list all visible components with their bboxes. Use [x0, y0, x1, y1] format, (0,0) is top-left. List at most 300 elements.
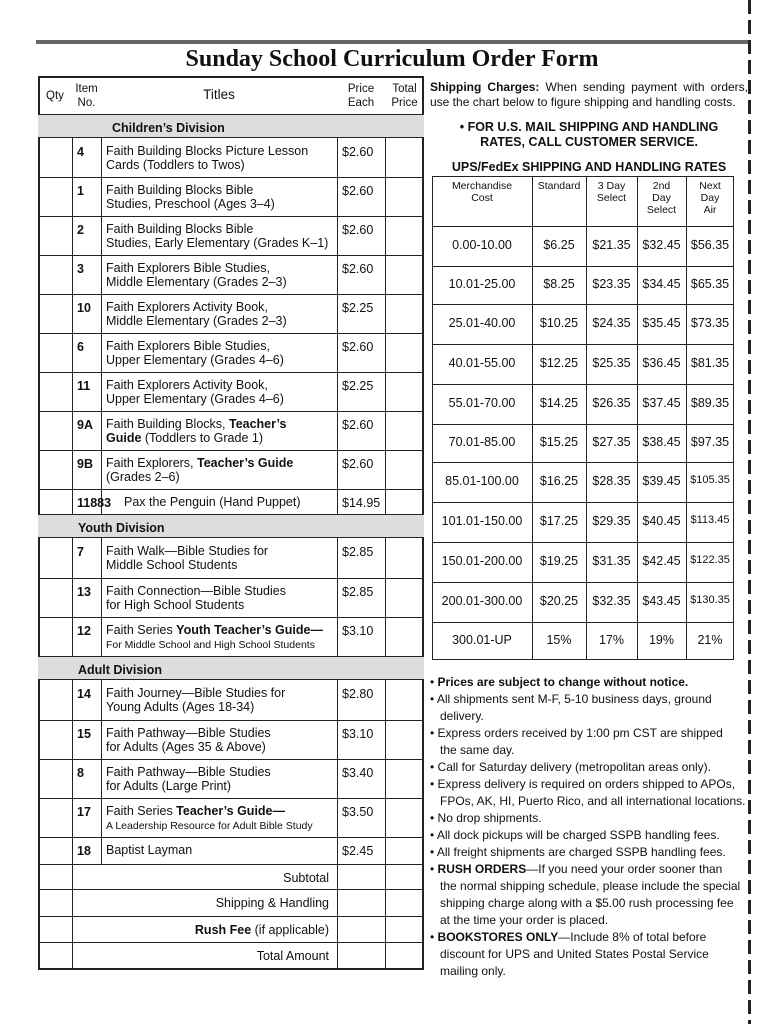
- shipping-note: [430, 844, 748, 861]
- title-text: Faith Pathway—Bible Studies: [106, 726, 271, 740]
- title-text: Faith Building Blocks,: [106, 417, 229, 431]
- note-text: Express delivery is required on orders shipped to APOs,: [437, 777, 736, 791]
- note-line: • Prices are subject to change without notice.: [430, 675, 689, 689]
- total-price-cell[interactable]: [385, 720, 424, 759]
- rate-cell: $23.35: [592, 277, 631, 291]
- total-price-cell[interactable]: [385, 889, 424, 916]
- title-line: [106, 470, 334, 484]
- rate-cell: $10.25: [539, 316, 579, 330]
- rates-row-rule: [432, 304, 734, 305]
- rate-cell: $20.25: [539, 594, 579, 608]
- total-price-cell[interactable]: [385, 798, 424, 837]
- note-text: No drop shipments.: [437, 811, 542, 825]
- title-line: [106, 637, 334, 652]
- total-price-cell[interactable]: [385, 680, 424, 720]
- price-each: $2.25: [342, 379, 374, 393]
- rates-row-rule: [432, 542, 734, 543]
- total-price-cell[interactable]: [385, 255, 424, 294]
- total-price-cell[interactable]: [385, 372, 424, 411]
- column-rule: [72, 889, 73, 916]
- rate-cell: $89.35: [690, 396, 730, 410]
- item-number: 3: [77, 262, 84, 276]
- section-childrens-division: Children’s Division: [38, 114, 424, 138]
- total-price-cell[interactable]: [385, 617, 424, 656]
- rate-cell: $73.35: [690, 316, 730, 330]
- rate-cell: $65.35: [690, 277, 730, 291]
- note-line: [430, 742, 748, 759]
- note-text: mailing only.: [440, 964, 506, 978]
- title-line: [106, 222, 334, 236]
- column-rule: [337, 372, 338, 411]
- qty-cell[interactable]: [38, 138, 72, 177]
- note-text: Call for Saturday delivery (metropolitan areas only).: [437, 760, 711, 774]
- qty-cell[interactable]: [38, 411, 72, 450]
- total-price-cell[interactable]: [385, 138, 424, 177]
- note-line: • Call for Saturday delivery (metropolitan areas only).: [430, 760, 711, 774]
- header-qty: Qty: [46, 90, 64, 102]
- item-title: [106, 300, 334, 328]
- title-line: [106, 144, 334, 158]
- item-number: 14: [77, 687, 91, 701]
- cut-line: [748, 0, 751, 1024]
- item-number: 7: [77, 545, 84, 559]
- column-rule: [337, 411, 338, 450]
- qty-cell[interactable]: [38, 916, 72, 942]
- column-rule: [337, 720, 338, 759]
- rate-cell: $14.25: [539, 396, 579, 410]
- title-text: for Adults (Large Print): [106, 779, 232, 793]
- title-text: A Leadership Resource for Adult Bible Study: [106, 820, 313, 832]
- title-line: [124, 495, 352, 509]
- rate-cell: $43.45: [642, 594, 681, 608]
- rate-cell: $36.45: [642, 356, 681, 370]
- note-bold: RUSH ORDERS: [437, 862, 527, 876]
- column-rule: [337, 138, 338, 177]
- rate-cell: $15.25: [539, 435, 579, 449]
- title-text: Baptist Layman: [106, 843, 193, 857]
- title-text: Faith Explorers Bible Studies,: [106, 339, 270, 353]
- price-each: $2.45: [342, 844, 374, 858]
- note-bold: Prices are subject to change without notice.: [437, 675, 689, 689]
- qty-cell[interactable]: [38, 617, 72, 656]
- rate-cell: 15%: [546, 633, 572, 647]
- title-text: Upper Elementary (Grades 4–6): [106, 392, 284, 406]
- rate-cell: $19.25: [539, 554, 579, 568]
- title-line: [106, 353, 334, 367]
- rush-fee-label: Rush Fee: [194, 923, 252, 937]
- rates-row-rule: [432, 266, 734, 267]
- note-text: All freight shipments are charged SSPB handling fees.: [436, 845, 726, 859]
- rate-cell: 300.01-UP: [452, 633, 512, 647]
- title-line: [106, 843, 334, 857]
- qty-cell[interactable]: [38, 177, 72, 216]
- totals-label-shipping: Shipping & Handling: [215, 896, 329, 910]
- totals-label-subtotal: Subtotal: [283, 871, 329, 885]
- price-each: $2.60: [342, 184, 374, 198]
- total-price-cell[interactable]: [385, 177, 424, 216]
- rush-fee-note: (if applicable): [251, 923, 329, 937]
- title-text: Faith Building Blocks Bible: [106, 222, 254, 236]
- rate-cell: $37.45: [642, 396, 681, 410]
- title-text: Upper Elementary (Grades 4–6): [106, 353, 284, 367]
- rate-cell: $25.35: [592, 356, 631, 370]
- item-title: [106, 222, 334, 250]
- page-title: Sunday School Curriculum Order Form: [185, 46, 599, 72]
- column-rule: [337, 538, 338, 578]
- total-price-cell[interactable]: [385, 578, 424, 617]
- price-each: $14.95: [342, 496, 381, 510]
- price-each: $2.85: [342, 545, 374, 559]
- qty-cell[interactable]: [38, 216, 72, 255]
- title-line: [106, 623, 334, 637]
- column-rule: [337, 450, 338, 489]
- rates-title: UPS/FedEx SHIPPING AND HANDLING RATES: [451, 160, 727, 174]
- title-text: Faith Explorers Activity Book,: [106, 300, 268, 314]
- title-text: Faith Walk—Bible Studies for: [106, 544, 269, 558]
- header-total-price: Total Price: [391, 83, 418, 109]
- total-price-cell[interactable]: [385, 411, 424, 450]
- note-line: [430, 963, 748, 980]
- price-each: $2.60: [342, 145, 374, 159]
- note-text: the same day.: [440, 743, 515, 757]
- column-rule: [337, 916, 338, 942]
- rates-row-rule: [432, 582, 734, 583]
- note-text: FPOs, AK, HI, Puerto Rico, and all international locations.: [440, 794, 746, 808]
- title-line: [106, 314, 334, 328]
- qty-cell[interactable]: [38, 538, 72, 578]
- note-bold: BOOKSTORES ONLY: [437, 930, 559, 944]
- qty-cell[interactable]: [38, 942, 72, 968]
- total-price-cell[interactable]: [385, 333, 424, 372]
- qty-cell[interactable]: [38, 489, 72, 514]
- rates-row-rule: [432, 384, 734, 385]
- shipping-note: [430, 759, 748, 776]
- header-price-each: Price Each: [347, 83, 375, 109]
- note-line: • All dock pickups will be charged SSPB handling fees.: [430, 828, 720, 842]
- shipping-note: [430, 929, 748, 980]
- title-text: Studies, Preschool (Ages 3–4): [106, 197, 275, 211]
- title-line: [106, 183, 334, 197]
- title-line: [106, 726, 334, 740]
- price-each: $2.60: [342, 340, 374, 354]
- column-rule: [337, 617, 338, 656]
- total-price-cell[interactable]: [385, 864, 424, 889]
- title-text: Faith Explorers,: [106, 456, 198, 470]
- price-each: $2.85: [342, 585, 374, 599]
- rate-cell: $26.35: [592, 396, 631, 410]
- item-number: 11: [77, 379, 91, 393]
- rate-cell: $56.35: [690, 238, 730, 252]
- title-line: [106, 300, 334, 314]
- title-bold-text: Teacher’s Guide: [197, 456, 294, 470]
- rate-cell: $21.35: [592, 238, 631, 252]
- item-number: 12: [77, 624, 91, 638]
- rates-header: 3 Day Select: [596, 180, 627, 204]
- title-text: Faith Building Blocks Picture Lesson: [106, 144, 309, 158]
- rate-cell: $130.35: [690, 594, 730, 606]
- title-text: for High School Students: [106, 598, 245, 612]
- title-line: [106, 378, 334, 392]
- title-text: Middle Elementary (Grades 2–3): [106, 275, 287, 289]
- qty-cell[interactable]: [38, 889, 72, 916]
- rate-cell: $27.35: [592, 435, 631, 449]
- rate-cell: $81.35: [690, 356, 730, 370]
- price-each: $3.50: [342, 805, 374, 819]
- total-price-cell[interactable]: [385, 837, 424, 864]
- shipping-note: [430, 861, 748, 929]
- item-number: 17: [77, 805, 91, 819]
- shipping-charges-text: [430, 80, 748, 110]
- note-line: • Express delivery is required on orders shipped to APOs,: [430, 777, 736, 791]
- price-each: $2.60: [342, 262, 374, 276]
- column-rule: [337, 255, 338, 294]
- rate-cell: 0.00-10.00: [452, 238, 512, 252]
- column-rule: [337, 680, 338, 720]
- qty-cell[interactable]: [38, 720, 72, 759]
- total-price-cell[interactable]: [385, 489, 424, 514]
- rate-cell: $105.35: [690, 474, 730, 486]
- column-rule: [337, 294, 338, 333]
- title-line: [106, 431, 334, 445]
- header-item-no: Item No.: [75, 83, 98, 109]
- rates-header: 2nd Day Select: [646, 180, 677, 216]
- mail-notice-line2: RATES, CALL CUSTOMER SERVICE.: [480, 135, 698, 149]
- total-price-cell[interactable]: [385, 759, 424, 798]
- row-rule: [38, 916, 424, 917]
- item-number: 10: [77, 301, 91, 315]
- rate-cell: 70.01-85.00: [448, 435, 516, 449]
- price-each: $3.10: [342, 727, 374, 741]
- title-line: [106, 236, 334, 250]
- title-line: [106, 417, 334, 431]
- shipping-note: [430, 691, 748, 725]
- qty-cell[interactable]: [38, 333, 72, 372]
- total-price-cell[interactable]: [385, 216, 424, 255]
- item-title: [106, 843, 334, 857]
- title-bold-text: Teacher’s: [228, 417, 287, 431]
- title-text: Pax the Penguin (Hand Puppet): [124, 495, 301, 509]
- title-line: [106, 544, 334, 558]
- item-title: [106, 686, 334, 714]
- shipping-note: [430, 810, 748, 827]
- column-rule: [337, 333, 338, 372]
- rate-cell: $34.45: [642, 277, 681, 291]
- title-text: Studies, Early Elementary (Grades K–1): [106, 236, 329, 250]
- qty-cell[interactable]: [38, 864, 72, 889]
- qty-cell[interactable]: [38, 798, 72, 837]
- rate-cell: 10.01-25.00: [448, 277, 516, 291]
- title-bold-text: Youth Teacher’s Guide—: [176, 623, 323, 637]
- total-price-cell[interactable]: [385, 916, 424, 942]
- totals-label-rush: [101, 923, 329, 937]
- title-line: [106, 197, 334, 211]
- note-line: [430, 878, 748, 895]
- title-line: [106, 339, 334, 353]
- shipping-note: [430, 674, 748, 691]
- total-price-cell[interactable]: [385, 294, 424, 333]
- note-text: —Include 8% of total before: [558, 930, 707, 944]
- title-line: [106, 584, 334, 598]
- item-number: 13: [77, 585, 91, 599]
- price-each: $2.60: [342, 223, 374, 237]
- column-rule: [72, 916, 73, 942]
- qty-cell[interactable]: [38, 255, 72, 294]
- row-rule: [38, 968, 424, 969]
- price-each: $2.60: [342, 457, 374, 471]
- title-text: (Grades 2–6): [106, 470, 180, 484]
- column-rule: [337, 864, 338, 889]
- rate-cell: 25.01-40.00: [448, 316, 516, 330]
- shipping-charges-heading: Shipping Charges:: [430, 80, 540, 94]
- title-line: [106, 818, 334, 833]
- rate-cell: $28.35: [592, 474, 631, 488]
- column-rule: [337, 837, 338, 864]
- title-text: Faith Explorers Bible Studies,: [106, 261, 270, 275]
- row-rule: [38, 889, 424, 890]
- title-text: Faith Series: [106, 623, 177, 637]
- title-line: [106, 275, 334, 289]
- title-text: Faith Explorers Activity Book,: [106, 378, 268, 392]
- qty-cell[interactable]: [38, 837, 72, 864]
- rate-cell: 150.01-200.00: [441, 554, 523, 568]
- title-text: Cards (Toddlers to Twos): [106, 158, 245, 172]
- title-line: [106, 765, 334, 779]
- item-title: [106, 417, 334, 445]
- title-line: [106, 779, 334, 793]
- rates-header: Standard: [537, 180, 581, 192]
- total-price-cell[interactable]: [385, 942, 424, 968]
- qty-cell[interactable]: [38, 680, 72, 720]
- note-text: at the time your order is placed.: [440, 913, 609, 927]
- item-title: [106, 456, 334, 484]
- rate-cell: $16.25: [539, 474, 579, 488]
- item-title: [106, 261, 334, 289]
- qty-cell[interactable]: [38, 759, 72, 798]
- rate-cell: 17%: [598, 633, 625, 647]
- note-text: All dock pickups will be charged SSPB handling fees.: [436, 828, 720, 842]
- rate-cell: $42.45: [642, 554, 681, 568]
- item-title: [106, 183, 334, 211]
- note-text: —If you need your order sooner than: [526, 862, 723, 876]
- shipping-charges-body: When sending payment with orders, use the chart below to figure shipping and handling costs.: [430, 80, 749, 109]
- title-text: Faith Series: [106, 804, 177, 818]
- row-rule: [38, 942, 424, 943]
- note-line: [430, 793, 748, 810]
- item-title: [106, 144, 334, 172]
- item-title: [106, 623, 334, 652]
- rates-header: Next Day Air: [699, 180, 721, 216]
- rates-row-rule: [432, 502, 734, 503]
- price-each: $3.10: [342, 624, 374, 638]
- item-number: 4: [77, 145, 84, 159]
- column-rule: [337, 578, 338, 617]
- rate-cell: $17.25: [539, 514, 579, 528]
- title-text: Middle Elementary (Grades 2–3): [106, 314, 287, 328]
- title-text: for Adults (Ages 35 & Above): [106, 740, 266, 754]
- column-rule: [337, 759, 338, 798]
- price-each: $3.40: [342, 766, 374, 780]
- rates-header-rule: [432, 226, 734, 227]
- column-rule: [337, 177, 338, 216]
- item-number: 11883: [77, 496, 112, 510]
- rate-cell: $97.35: [690, 435, 730, 449]
- header-titles: Titles: [203, 87, 235, 102]
- item-number: 18: [77, 844, 91, 858]
- rate-cell: 200.01-300.00: [441, 594, 523, 608]
- note-line: • RUSH ORDERS—If you need your order sooner than: [430, 862, 723, 876]
- price-each: $2.25: [342, 301, 374, 315]
- item-title: [106, 544, 334, 572]
- item-number: 2: [77, 223, 84, 237]
- rates-row-rule: [432, 462, 734, 463]
- item-title: [124, 495, 352, 509]
- title-text: Faith Pathway—Bible Studies: [106, 765, 271, 779]
- title-line: [106, 392, 334, 406]
- item-number: 15: [77, 727, 91, 741]
- title-text: Faith Building Blocks Bible: [106, 183, 254, 197]
- qty-cell[interactable]: [38, 294, 72, 333]
- rate-cell: $12.25: [539, 356, 579, 370]
- qty-cell[interactable]: [38, 372, 72, 411]
- note-line: [430, 946, 748, 963]
- totals-label-total: Total Amount: [256, 949, 329, 963]
- column-rule: [337, 942, 338, 968]
- column-rule: [337, 798, 338, 837]
- rates-row-rule: [432, 344, 734, 345]
- rate-cell: $35.45: [642, 316, 681, 330]
- item-number: 1: [77, 184, 84, 198]
- item-title: [106, 765, 334, 793]
- title-text: Young Adults (Ages 18-34): [106, 700, 255, 714]
- note-line: • All shipments sent M-F, 5-10 business days, ground: [430, 692, 712, 706]
- title-line: [106, 456, 334, 470]
- title-line: [106, 740, 334, 754]
- note-line: [430, 912, 748, 929]
- column-rule: [337, 889, 338, 916]
- shipping-note: [430, 776, 748, 810]
- shipping-note: [430, 725, 748, 759]
- title-text: (Toddlers to Grade 1): [141, 431, 264, 445]
- total-price-cell[interactable]: [385, 538, 424, 578]
- qty-cell[interactable]: [38, 450, 72, 489]
- rate-cell: $32.45: [642, 238, 681, 252]
- title-bold-text: Guide: [106, 431, 142, 445]
- qty-cell[interactable]: [38, 578, 72, 617]
- title-line: [106, 686, 334, 700]
- note-line: • All freight shipments are charged SSPB handling fees.: [430, 845, 726, 859]
- item-number: 8: [77, 766, 84, 780]
- rate-cell: $40.45: [642, 514, 681, 528]
- row-rule: [38, 864, 424, 865]
- note-text: All shipments sent M-F, 5-10 business days, ground: [436, 692, 712, 706]
- total-price-cell[interactable]: [385, 450, 424, 489]
- note-line: [430, 895, 748, 912]
- title-text: For Middle School and High School Students: [106, 639, 315, 651]
- price-each: $2.60: [342, 418, 374, 432]
- item-title: [106, 726, 334, 754]
- item-number: 9B: [77, 457, 93, 471]
- item-title: [106, 584, 334, 612]
- rate-cell: $39.45: [642, 474, 681, 488]
- section-adult-division: Adult Division: [38, 656, 424, 680]
- rate-cell: 101.01-150.00: [441, 514, 523, 528]
- rates-row-rule: [432, 622, 734, 623]
- rate-cell: 85.01-100.00: [445, 474, 519, 488]
- title-line: [106, 804, 334, 818]
- item-number: 6: [77, 340, 84, 354]
- rates-header: Merchandise Cost: [451, 180, 513, 204]
- rate-cell: 19%: [648, 633, 675, 647]
